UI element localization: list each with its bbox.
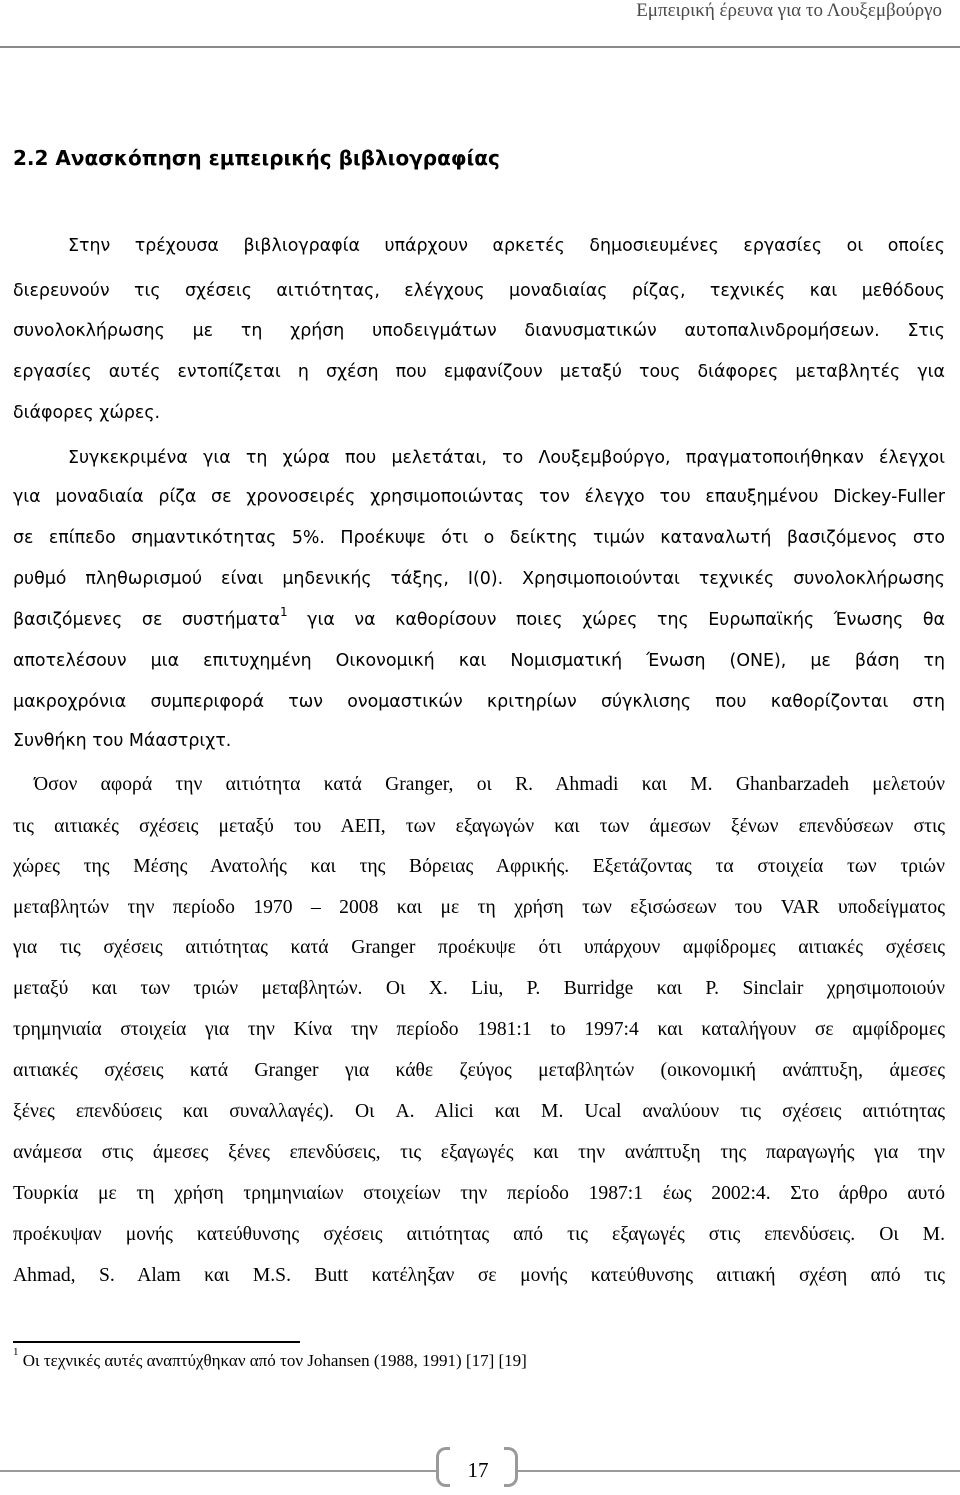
paragraph-3-line-11: Τουρκία με τη χρήση τρημηνιαίων στοιχείων την περίοδο 1987:1 έως 2002:4. Στο άρθρο αυτό — [13, 1183, 945, 1204]
paragraph-3-line-9: ξένες επενδύσεις και συναλλαγές). Οι A. Alici και M. Ucal αναλύουν τις σχέσεις αιτιότητας — [13, 1101, 945, 1122]
footnote — [13, 1346, 527, 1371]
paragraph-3-line-7: τρημηνιαία στοιχεία για την Κίνα την περίοδο 1981:1 to 1997:4 και καταλήγουν σε αμφίδρομες — [13, 1019, 945, 1040]
paragraph-2-line-3: σε επίπεδο σημαντικότητας 5%. Προέκυψε ότι ο δείκτης τιμών καταναλωτή βασιζόμενος στο — [13, 528, 945, 548]
running-header: Εμπειρική έρευνα για το Λουξεμβούργο — [636, 0, 942, 21]
footnote-text: Οι τεχνικές αυτές αναπτύχθηκαν από τον Johansen (1988, 1991) [17] [19] — [18, 1351, 527, 1370]
paragraph-2-line-1: Συγκεκριμένα για τη χώρα που μελετάται, το Λουξεμβούργο, πραγματοποιήθηκαν έλεγχοι — [68, 448, 945, 468]
paragraph-3-line-3: χώρες της Μέσης Ανατολής και της Βόρειας Αφρικής. Εξετάζοντας τα στοιχεία των τριών — [13, 856, 945, 877]
page-number: 17 — [467, 1458, 489, 1482]
header-divider — [0, 46, 960, 48]
paragraph-1-line-5: διάφορες χώρες. — [13, 403, 161, 423]
paragraph-1-line-1: Στην τρέχουσα βιβλιογραφία υπάρχουν αρκετές δημοσιευμένες εργασίες οι οποίες — [68, 236, 945, 256]
paragraph-2-line-2: για μοναδιαία ρίζα σε χρονοσειρές χρησιμοποιώντας τον έλεγχο του επαυξημένου Dickey-Fuller — [13, 487, 945, 507]
paragraph-2-line-5 — [13, 600, 945, 641]
paragraph-3-line-5: για τις σχέσεις αιτιότητας κατά Granger προέκυψε ότι υπάρχουν αμφίδρομες αιτιακές σχέσεις — [13, 937, 945, 958]
paragraph-3-line-2: τις αιτιακές σχέσεις μεταξύ του ΑΕΠ, των εξαγωγών και των άμεσων ξένων επενδύσεων στις — [13, 816, 945, 837]
footer-rule-right — [518, 1470, 960, 1472]
footnote-marker: 1 — [13, 1346, 19, 1359]
section-heading: 2.2 Ανασκόπηση εμπειρικής βιβλιογραφίας — [13, 146, 500, 170]
paragraph-2-line-7: μακροχρόνια συμπεριφορά των ονομαστικών κριτηρίων σύγκλισης που καθορίζονται στη — [13, 692, 945, 712]
paragraph-1-line-4: εργασίες αυτές εντοπίζεται η σχέση που εμφανίζουν μεταξύ τους διάφορες μεταβλητές για — [13, 362, 945, 382]
paragraph-3-line-13: Ahmad, S. Alam και M.S. Butt κατέληξαν σε μονής κατεύθυνσης αιτιακή σχέση από τις — [13, 1265, 945, 1286]
footer-rule-left — [0, 1470, 436, 1472]
paragraph-3-line-10: ανάμεσα στις άμεσες ξένες επενδύσεις, τις εξαγωγές και την ανάπτυξη της παραγωγής για την — [13, 1142, 945, 1163]
paragraph-3-line-6: μεταξύ και των τριών μεταβλητών. Οι X. Liu, P. Burridge και P. Sinclair χρησιμοποιούν — [13, 978, 945, 999]
paragraph-2-line-4: ρυθμό πληθωρισμού είναι μηδενικής τάξης, I(0). Χρησιμοποιούνται τεχνικές συνολοκλήρωσης — [13, 569, 945, 589]
paragraph-3-line-1: Όσον αφορά την αιτιότητα κατά Granger, οι R. Ahmadi και M. Ghanbarzadeh μελετούν — [34, 774, 945, 795]
footnote-divider — [13, 1341, 300, 1343]
paragraph-1-line-2: διερευνούν τις σχέσεις αιτιότητας, ελέγχους μοναδιαίας ρίζας, τεχνικές και μεθόδους — [13, 281, 945, 301]
paragraph-3-line-8: αιτιακές σχέσεις κατά Granger για κάθε ζεύγος μεταβλητών (οικονομική ανάπτυξη, άμεσες — [13, 1060, 945, 1081]
paragraph-2-line-5-text-b: για να καθορίσουν ποιες χώρες της Ευρωπαϊκής Ένωσης θα — [287, 610, 945, 630]
paragraph-1-line-3: συνολοκλήρωσης με τη χρήση υποδειγμάτων διανυσματικών αυτοπαλινδρομήσεων. Στις — [13, 321, 945, 341]
paragraph-3-line-4: μεταβλητών την περίοδο 1970 – 2008 και με τη χρήση των εξισώσεων του VAR υποδείγματος — [13, 897, 945, 918]
paragraph-2-line-8: Συνθήκη του Μάαστριχτ. — [13, 731, 232, 751]
paragraph-3-line-12: προέκυψαν μονής κατεύθυνσης σχέσεις αιτιότητας από τις εξαγωγές στις επενδύσεις. Οι M. — [13, 1224, 945, 1245]
paragraph-2-line-5-text-a: βασιζόμενες σε συστήματα — [13, 610, 280, 630]
footnote-reference[interactable]: 1 — [279, 605, 288, 620]
paragraph-2-line-6: αποτελέσουν μια επιτυχημένη Οικονομική και Νομισματική Ένωση (ΟΝΕ), με βάση τη — [13, 651, 945, 671]
